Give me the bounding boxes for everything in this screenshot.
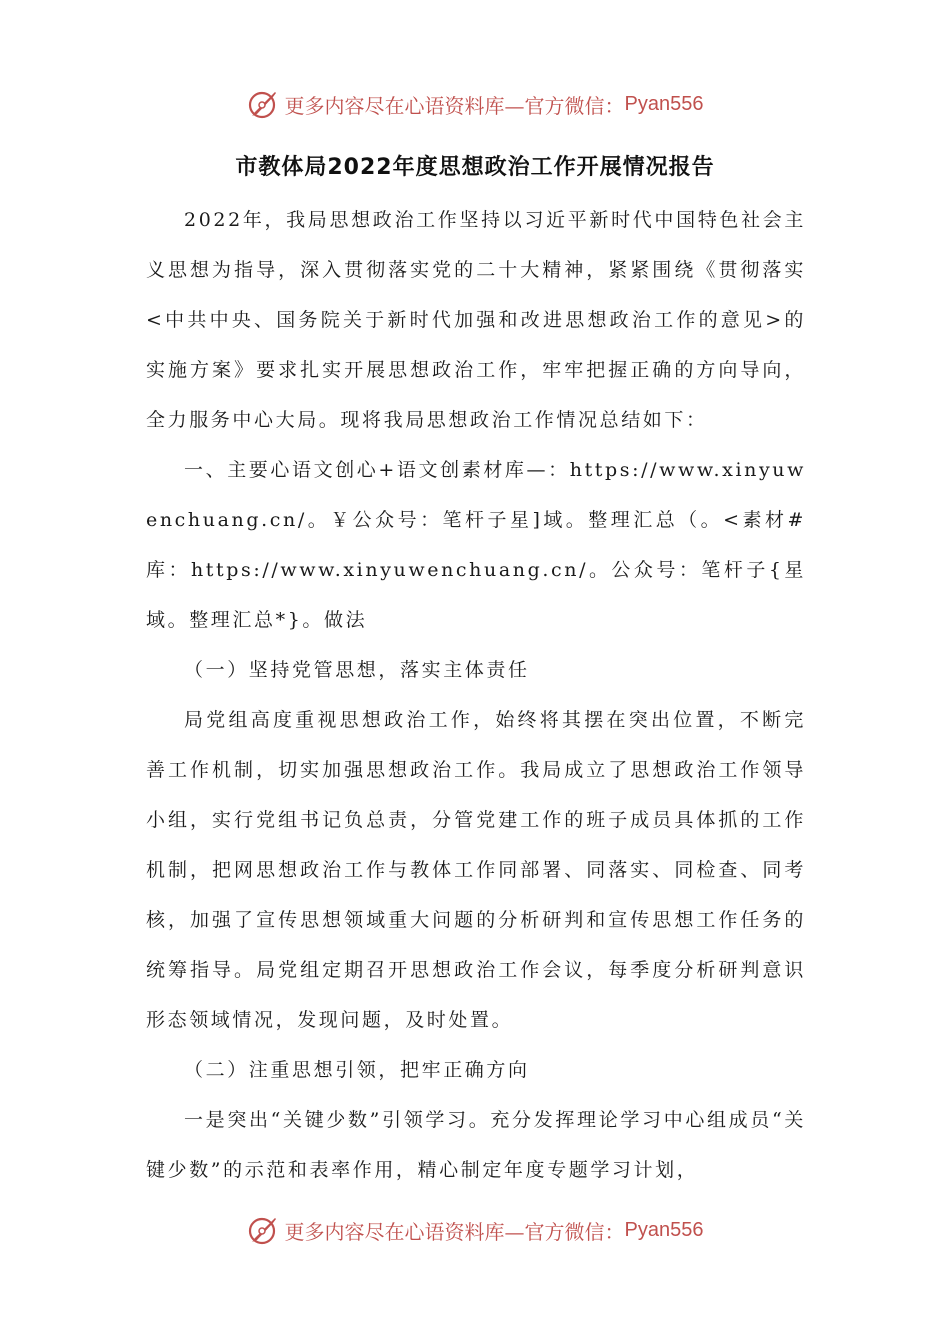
document-body xyxy=(146,195,806,1195)
pen-logo-icon xyxy=(247,87,281,121)
subheading-one: （一）坚持党管思想，落实主体责任 xyxy=(184,659,530,681)
subheading-two: （二）注重思想引领，把牢正确方向 xyxy=(184,1059,530,1081)
watermark-account: Pyan556 xyxy=(624,92,704,115)
paragraph-body-one: 局党组高度重视思想政治工作，始终将其摆在突出位置，不断完善工作机制，切实加强思想政治工作。我局成立了思想政治工作领导小组，实行党组书记负总责，分管党建工作的班子成员具体抓的工作机制，把网思想政治工作与教体工作同部署、同落实、同检查、同考核，加强了宣传思想领域重大问题的分析研判和宣传思想工作任务的统筹指导。局党组定期召开思想政治工作会议，每季度分析研判意识形态领域情况，发现问题，及时处置。 xyxy=(146,709,806,1031)
paragraph-intro: 2022年，我局思想政治工作坚持以习近平新时代中国特色社会主义思想为指导，深入贯彻落实党的二十大精神，紧紧围绕《贯彻落实<中共中央、国务院关于新时代加强和改进思想政治工作的意见>的实施方案》要求扎实开展思想政治工作，牢牢把握正确的方向导向，全力服务中心大局。现将我局思想政治工作情况总结如下： xyxy=(146,209,806,431)
watermark-separator: —官方微信： xyxy=(504,93,625,118)
watermark-separator: —官方微信： xyxy=(504,1219,625,1244)
pen-logo-icon xyxy=(247,1213,281,1247)
watermark-header xyxy=(0,84,950,124)
paragraph-section-one: 一、主要心语文创心+语文创素材库—：https://www.xinyuwenchuang.cn/。￥公众号：笔杆子星]域。整理汇总（。<素材#库：https://www.xinyuwenchuang.cn/。公众号：笔杆子{星域。整理汇总*}。做法 xyxy=(146,459,806,631)
watermark-text: 更多内容尽在心语资料库 xyxy=(284,93,505,118)
watermark-footer xyxy=(0,1210,950,1250)
watermark-account: Pyan556 xyxy=(624,1218,704,1241)
watermark-text: 更多内容尽在心语资料库 xyxy=(284,1219,505,1244)
paragraph-body-two: 一是突出“关键少数”引领学习。充分发挥理论学习中心组成员“关键少数”的示范和表率作用，精心制定年度专题学习计划， xyxy=(146,1109,806,1181)
document-title: 市教体局2022年度思想政治工作开展情况报告 xyxy=(235,155,715,180)
